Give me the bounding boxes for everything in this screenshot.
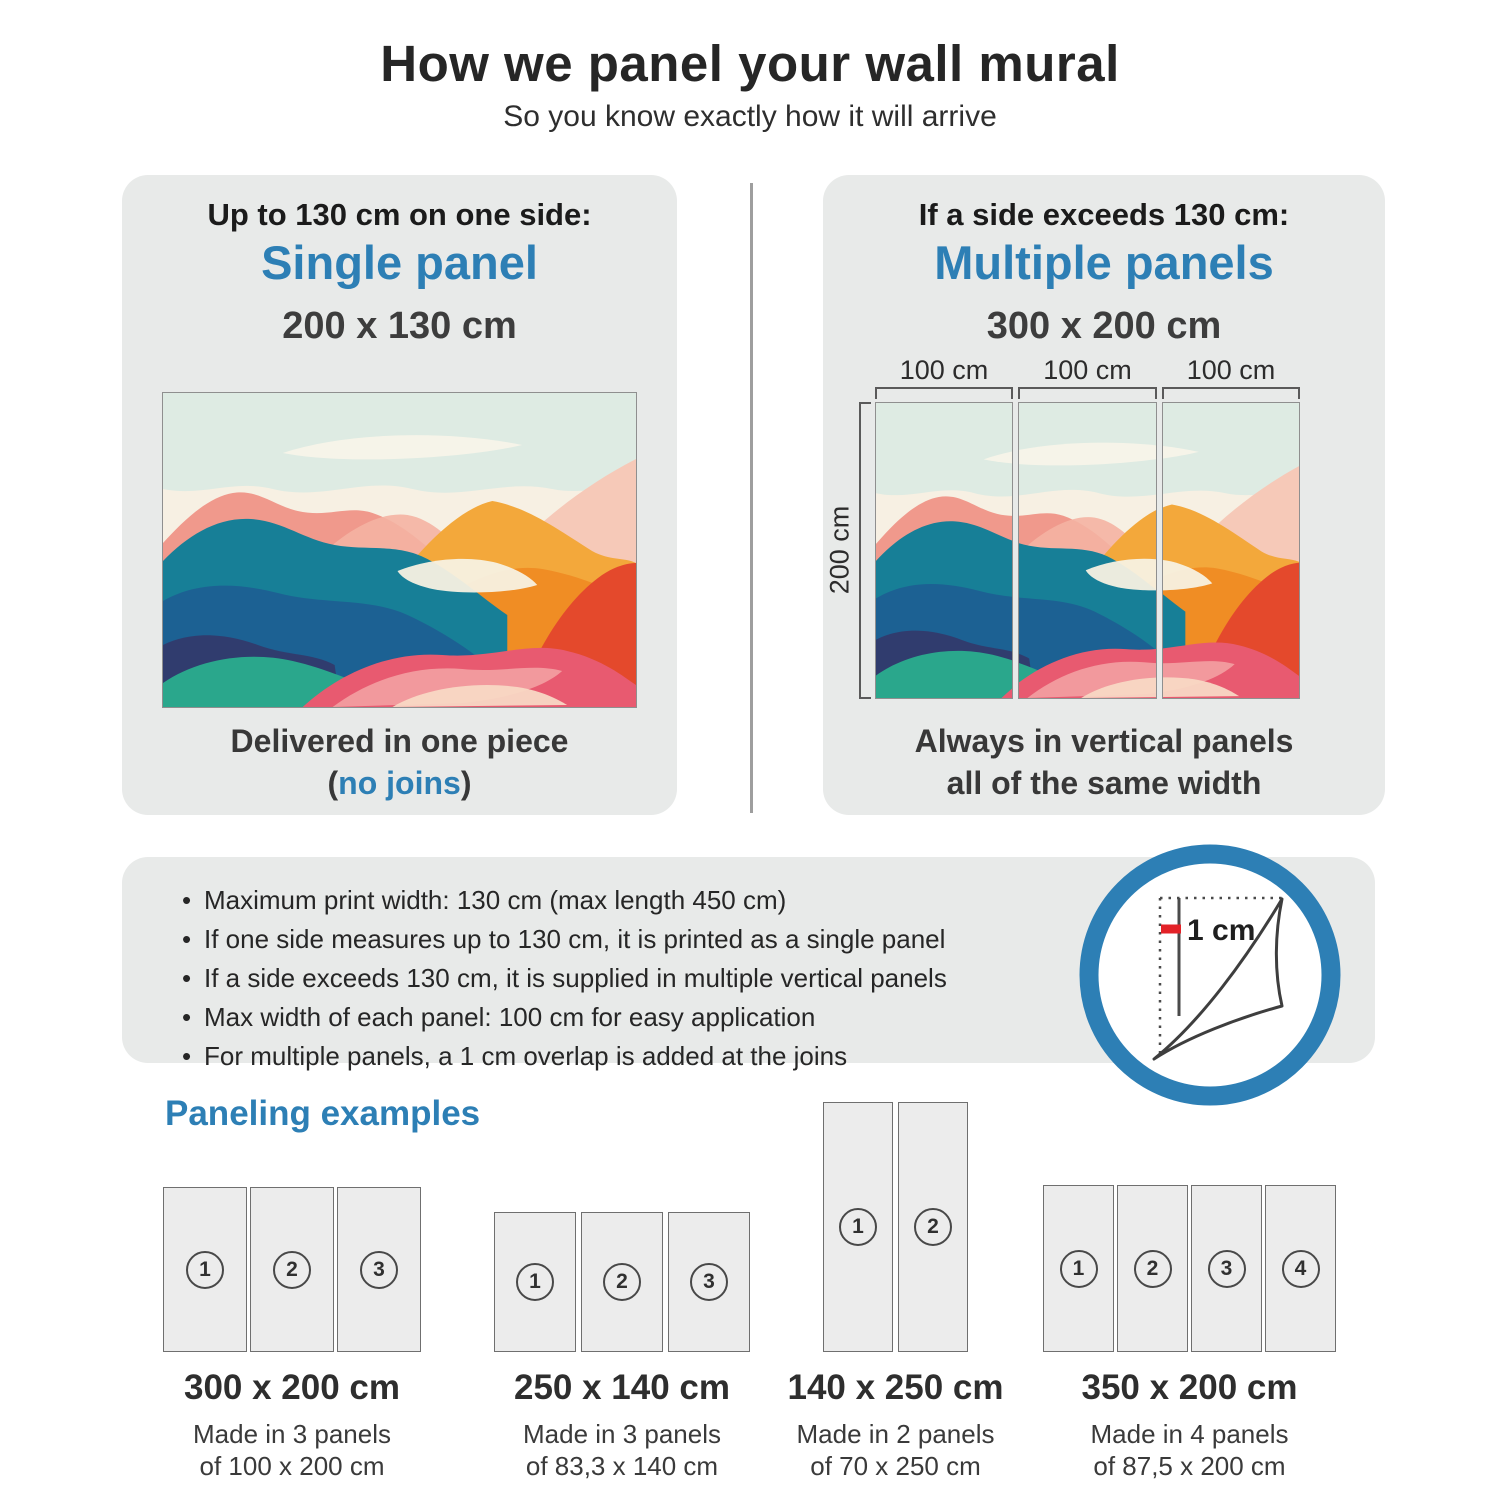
info-bullet-4: • Max width of each panel: 100 cm for easy application	[180, 998, 1375, 1037]
width-bracket-1	[875, 387, 1013, 397]
panel-number-badge: 1	[186, 1251, 224, 1289]
example-panels	[1043, 1185, 1336, 1352]
mural-artwork	[1018, 403, 1156, 698]
multiple-panels-caption-2: all of the same width	[946, 765, 1262, 801]
example-350x200	[1043, 1185, 1336, 1482]
example-made-line2: of 87,5 x 200 cm	[1093, 1451, 1286, 1481]
panel	[1265, 1185, 1336, 1352]
panel	[337, 1187, 421, 1352]
example-250x140	[494, 1212, 750, 1482]
example-size: 250 x 140 cm	[513, 1368, 730, 1407]
single-panel-caption-2	[122, 765, 677, 802]
example-made-line1: Made in 2 panels	[796, 1419, 995, 1449]
panel	[1043, 1185, 1114, 1352]
multiple-panels-condition: If a side exceeds 130 cm:	[918, 197, 1290, 232]
width-bracket-2	[1018, 387, 1157, 397]
width-label-2: 100 cm	[1043, 355, 1132, 385]
page-curl-icon	[1076, 841, 1344, 1109]
mural-slice-3	[1162, 402, 1300, 699]
width-bracket-3	[1162, 387, 1300, 397]
paren-close: )	[460, 765, 472, 801]
example-300x200	[163, 1187, 421, 1482]
example-made-line2: of 70 x 250 cm	[810, 1451, 981, 1481]
page-subtitle: So you know exactly how it will arrive	[503, 100, 997, 133]
example-size: 300 x 200 cm	[183, 1368, 400, 1407]
overlap-label: 1 cm	[1187, 914, 1256, 947]
panel-number-badge: 2	[603, 1263, 641, 1301]
multiple-panels-mural-image	[875, 402, 1300, 699]
width-label-3: 100 cm	[1186, 355, 1276, 385]
panel-number-badge: 2	[914, 1208, 952, 1246]
example-size: 140 x 250 cm	[787, 1368, 1004, 1407]
panel-number-badge: 3	[360, 1251, 398, 1289]
panel	[898, 1102, 968, 1352]
single-panel-size: 200 x 130 cm	[282, 305, 517, 347]
mural-artwork	[876, 403, 1013, 698]
mural-slice-2	[1018, 402, 1156, 699]
example-140x250	[787, 1102, 1004, 1482]
paneling-examples-heading: Paneling examples	[165, 1094, 481, 1133]
panel-number-badge: 3	[1208, 1250, 1246, 1288]
panel-number-badge: 1	[1060, 1250, 1098, 1288]
no-joins-text: no joins	[338, 765, 461, 801]
mural-artwork	[163, 393, 636, 707]
example-panels	[163, 1187, 421, 1352]
single-panel-card	[122, 175, 677, 815]
example-made-line2: of 83,3 x 140 cm	[525, 1451, 719, 1481]
panel-number-badge: 1	[839, 1208, 877, 1246]
panel	[1117, 1185, 1188, 1352]
panel-number-badge: 2	[273, 1251, 311, 1289]
panel-number-badge: 1	[516, 1263, 554, 1301]
single-panel-heading: Single panel	[261, 236, 538, 289]
info-bullet-2: • If one side measures up to 130 cm, it is printed as a single panel	[180, 920, 1375, 959]
width-label-1: 100 cm	[899, 355, 989, 385]
example-made-line1: Made in 4 panels	[1090, 1419, 1289, 1449]
single-panel-mural-image	[162, 392, 637, 708]
example-made-line2: of 100 x 200 cm	[199, 1451, 385, 1481]
panel-number-badge: 3	[690, 1263, 728, 1301]
example-panels	[823, 1102, 968, 1352]
height-label: 200 cm	[824, 505, 855, 595]
mural-artwork	[1162, 403, 1300, 698]
multiple-panels-heading: Multiple panels	[934, 236, 1274, 289]
panel-number-badge: 4	[1282, 1250, 1320, 1288]
panel	[668, 1212, 750, 1352]
multiple-panels-size: 300 x 200 cm	[986, 305, 1222, 347]
example-made-line1: Made in 3 panels	[522, 1419, 722, 1449]
example-size: 350 x 200 cm	[1081, 1368, 1298, 1407]
info-bullet-5: • For multiple panels, a 1 cm overlap is added at the joins	[180, 1037, 1375, 1076]
multiple-panels-caption-1: Always in vertical panels	[914, 723, 1294, 759]
panel	[250, 1187, 334, 1352]
mural-slice-1	[875, 402, 1013, 699]
example-made-line1: Made in 3 panels	[192, 1419, 392, 1449]
panel	[1191, 1185, 1262, 1352]
overlap-icon	[1076, 841, 1344, 1109]
info-bullet-1: • Maximum print width: 130 cm (max length 450 cm)	[180, 881, 1375, 920]
multiple-panels-card	[823, 175, 1385, 815]
panel	[823, 1102, 893, 1352]
info-bullet-3: • If a side exceeds 130 cm, it is supplied in multiple vertical panels	[180, 959, 1375, 998]
height-bracket	[859, 402, 869, 699]
paren-open: (	[327, 765, 339, 801]
example-panels	[494, 1212, 750, 1352]
panel	[494, 1212, 576, 1352]
panel-number-badge: 2	[1134, 1250, 1172, 1288]
page-title: How we panel your wall mural	[380, 35, 1120, 92]
single-panel-caption: Delivered in one piece	[230, 723, 569, 759]
panel	[163, 1187, 247, 1352]
cards-divider	[750, 183, 753, 813]
panel	[581, 1212, 663, 1352]
single-panel-condition: Up to 130 cm on one side:	[207, 197, 592, 232]
